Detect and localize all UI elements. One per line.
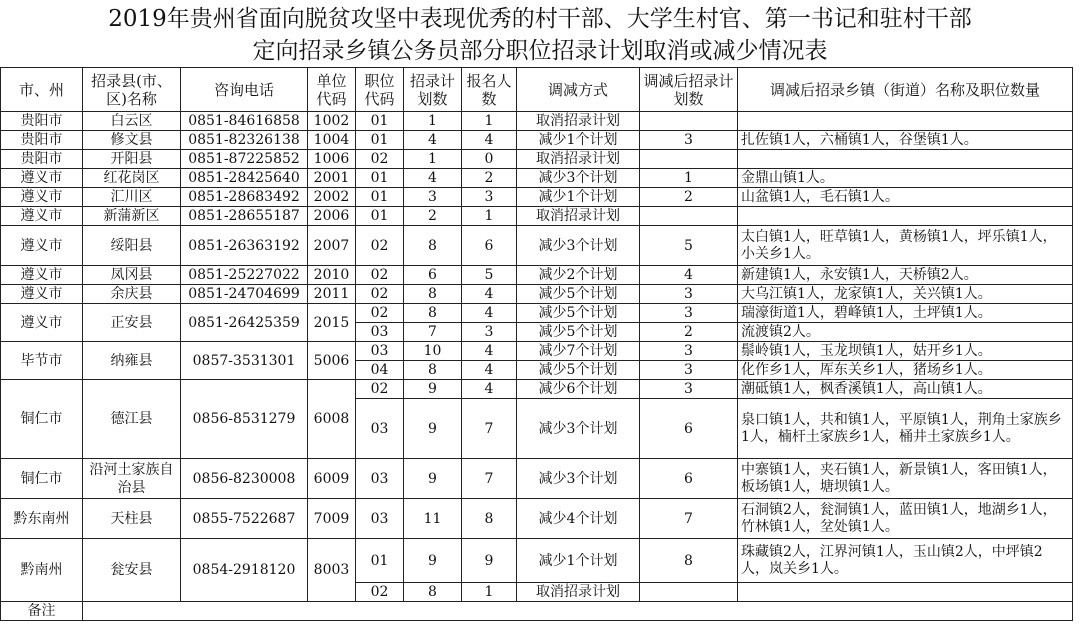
- cell-after: 3: [640, 342, 738, 361]
- table-row: [1, 459, 1073, 499]
- cell-county: 天柱县: [83, 499, 181, 539]
- cell-after: 3: [640, 285, 738, 304]
- note-label: 备注: [1, 602, 83, 621]
- cell-unit: 6008: [308, 380, 356, 459]
- cell-city: 铜仁市: [1, 380, 83, 459]
- cell-after: 6: [640, 459, 738, 499]
- table-row: [1, 304, 1073, 323]
- table-row: [1, 539, 1073, 583]
- cell-pos: 02: [356, 226, 404, 266]
- cell-mode: 减少3个计划: [517, 399, 640, 459]
- cell-mode: 减少3个计划: [517, 459, 640, 499]
- cell-city: 贵阳市: [1, 131, 83, 150]
- cell-county: 绥阳县: [83, 226, 181, 266]
- cell-qty: [738, 207, 1073, 226]
- cell-qty: [738, 112, 1073, 131]
- cell-county: 沿河土家族自治县: [83, 459, 181, 499]
- cell-after: 3: [640, 380, 738, 399]
- cell-mode: 减少5个计划: [517, 361, 640, 380]
- cell-applicants: 3: [462, 188, 517, 207]
- cell-pos: 01: [356, 207, 404, 226]
- cell-plan: 2: [404, 207, 462, 226]
- cell-plan: 11: [404, 499, 462, 539]
- cell-applicants: 4: [462, 285, 517, 304]
- cell-after: 3: [640, 131, 738, 150]
- cell-applicants: 6: [462, 226, 517, 266]
- cell-county: 余庆县: [83, 285, 181, 304]
- cell-plan: 8: [404, 583, 462, 602]
- cell-unit: 2006: [308, 207, 356, 226]
- table-row: [1, 169, 1073, 188]
- note-row: [1, 602, 1073, 621]
- cell-applicants: 5: [462, 266, 517, 285]
- cell-phone: 0851-82326138: [181, 131, 308, 150]
- cell-phone: 0851-26425359: [181, 304, 308, 342]
- cell-county: 德江县: [83, 380, 181, 459]
- table-row: [1, 285, 1073, 304]
- cell-mode: 减少2个计划: [517, 266, 640, 285]
- cell-county: 汇川区: [83, 188, 181, 207]
- cell-qty: 中寨镇1人，夹石镇1人，新景镇1人，客田镇1人，板场镇1人，塘坝镇1人。: [738, 459, 1073, 499]
- cell-unit: 6009: [308, 459, 356, 499]
- cell-city: 遵义市: [1, 226, 83, 266]
- cell-plan: 9: [404, 539, 462, 583]
- cell-plan: 3: [404, 188, 462, 207]
- cell-unit: 2010: [308, 266, 356, 285]
- cell-mode: 减少3个计划: [517, 169, 640, 188]
- cell-mode: 减少7个计划: [517, 342, 640, 361]
- table-row: [1, 266, 1073, 285]
- cell-unit: 2011: [308, 285, 356, 304]
- cell-applicants: 1: [462, 112, 517, 131]
- cell-unit: 2002: [308, 188, 356, 207]
- cell-pos: 03: [356, 323, 404, 342]
- cell-county: 开阳县: [83, 150, 181, 169]
- cell-pos: 02: [356, 304, 404, 323]
- cell-qty: 太白镇1人，旺草镇1人，黄杨镇1人，坪乐镇1人，小关乡1人。: [738, 226, 1073, 266]
- cell-applicants: 1: [462, 207, 517, 226]
- cell-city: 毕节市: [1, 342, 83, 380]
- cell-city: 贵阳市: [1, 112, 83, 131]
- table-title-line2: 定向招录乡镇公务员部分职位招录计划取消或减少情况表: [252, 38, 828, 64]
- cell-qty: 石洞镇2人，瓮洞镇1人，蓝田镇1人，地湖乡1人，竹林镇1人，坌处镇1人。: [738, 499, 1073, 539]
- cell-city: 黔南州: [1, 539, 83, 602]
- cell-mode: 取消招录计划: [517, 150, 640, 169]
- cell-phone: 0851-24704699: [181, 285, 308, 304]
- cell-mode: 减少5个计划: [517, 304, 640, 323]
- cell-qty: 金鼎山镇1人。: [738, 169, 1073, 188]
- cell-plan: 4: [404, 131, 462, 150]
- cell-qty: 山盆镇1人，毛石镇1人。: [738, 188, 1073, 207]
- cell-plan: 6: [404, 266, 462, 285]
- cell-applicants: 8: [462, 499, 517, 539]
- cell-phone: 0851-28425640: [181, 169, 308, 188]
- cell-pos: 03: [356, 342, 404, 361]
- header-unit-code: 单位代码: [308, 68, 356, 112]
- cell-qty: 鬃岭镇1人，玉龙坝镇1人，姑开乡1人。: [738, 342, 1073, 361]
- cell-unit: 2015: [308, 304, 356, 342]
- cell-county: 红花岗区: [83, 169, 181, 188]
- cell-after: 2: [640, 323, 738, 342]
- table-row: [1, 207, 1073, 226]
- table-row: [1, 380, 1073, 399]
- cell-mode: 减少6个计划: [517, 380, 640, 399]
- table-row: [1, 499, 1073, 539]
- cell-qty: [738, 583, 1073, 602]
- cell-phone: 0856-8230008: [181, 459, 308, 499]
- table-row: [1, 131, 1073, 150]
- table-row: [1, 112, 1073, 131]
- cell-plan: 4: [404, 169, 462, 188]
- cell-after: 5: [640, 226, 738, 266]
- cell-phone: 0851-28655187: [181, 207, 308, 226]
- cell-city: 黔东南州: [1, 499, 83, 539]
- cell-after: 3: [640, 361, 738, 380]
- cell-after: [640, 150, 738, 169]
- cell-applicants: 4: [462, 380, 517, 399]
- cell-after: 7: [640, 499, 738, 539]
- cell-city: 遵义市: [1, 188, 83, 207]
- cell-phone: 0851-26363192: [181, 226, 308, 266]
- cell-pos: 01: [356, 112, 404, 131]
- cell-city: 遵义市: [1, 285, 83, 304]
- header-reduction-mode: 调减方式: [517, 68, 640, 112]
- cell-qty: 扎佐镇1人，六桶镇1人，谷堡镇1人。: [738, 131, 1073, 150]
- cell-county: 新蒲新区: [83, 207, 181, 226]
- cell-pos: 01: [356, 188, 404, 207]
- cell-plan: 9: [404, 459, 462, 499]
- header-position-code: 职位代码: [356, 68, 404, 112]
- cell-qty: 大乌江镇1人，龙家镇1人，关兴镇1人。: [738, 285, 1073, 304]
- cell-pos: 03: [356, 399, 404, 459]
- cell-applicants: 4: [462, 131, 517, 150]
- cell-applicants: 4: [462, 342, 517, 361]
- cell-pos: 02: [356, 583, 404, 602]
- cell-mode: 减少3个计划: [517, 226, 640, 266]
- cell-unit: 7009: [308, 499, 356, 539]
- table-row: [1, 342, 1073, 361]
- cell-qty: 化作乡1人，厍东关乡1人，猪场乡1人。: [738, 361, 1073, 380]
- cell-mode: 减少4个计划: [517, 499, 640, 539]
- cell-plan: 8: [404, 226, 462, 266]
- cell-after: 8: [640, 539, 738, 583]
- table-row: [1, 188, 1073, 207]
- header-plan-after: 调减后招录计划数: [640, 68, 738, 112]
- header-township-quantity: 调减后招录乡镇（街道）名称及职位数量: [738, 68, 1073, 112]
- cell-plan: 1: [404, 150, 462, 169]
- cell-pos: 02: [356, 285, 404, 304]
- cell-mode: 减少1个计划: [517, 131, 640, 150]
- cell-pos: 01: [356, 169, 404, 188]
- cell-applicants: 4: [462, 361, 517, 380]
- header-applicants: 报名人数: [462, 68, 517, 112]
- note-content: [83, 602, 1073, 621]
- cell-county: 正安县: [83, 304, 181, 342]
- cell-mode: 减少5个计划: [517, 285, 640, 304]
- cell-pos: 01: [356, 131, 404, 150]
- cell-unit: 1004: [308, 131, 356, 150]
- cell-after: [640, 207, 738, 226]
- cell-qty: 新建镇1人，永安镇1人，天桥镇2人。: [738, 266, 1073, 285]
- cell-unit: 1002: [308, 112, 356, 131]
- cell-applicants: 1: [462, 583, 517, 602]
- cell-unit: 1006: [308, 150, 356, 169]
- cell-pos: 02: [356, 380, 404, 399]
- header-county: 招录县(市、区)名称: [83, 68, 181, 112]
- cell-plan: 7: [404, 323, 462, 342]
- cell-county: 修文县: [83, 131, 181, 150]
- cell-phone: 0856-8531279: [181, 380, 308, 459]
- cell-applicants: 4: [462, 304, 517, 323]
- cell-applicants: 0: [462, 150, 517, 169]
- cell-city: 遵义市: [1, 304, 83, 342]
- cell-qty: 瑞濠街道1人，碧峰镇1人，土坪镇1人。: [738, 304, 1073, 323]
- cell-phone: 0855-7522687: [181, 499, 308, 539]
- cell-applicants: 9: [462, 539, 517, 583]
- cell-plan: 1: [404, 112, 462, 131]
- header-phone: 咨询电话: [181, 68, 308, 112]
- cell-city: 遵义市: [1, 207, 83, 226]
- cell-pos: 01: [356, 539, 404, 583]
- cell-applicants: 3: [462, 323, 517, 342]
- cell-applicants: 7: [462, 459, 517, 499]
- table-row: [1, 226, 1073, 266]
- cell-city: 遵义市: [1, 169, 83, 188]
- cell-pos: 03: [356, 459, 404, 499]
- cell-plan: 8: [404, 304, 462, 323]
- cell-pos: 03: [356, 499, 404, 539]
- cell-phone: 0857-3531301: [181, 342, 308, 380]
- cell-unit: 5006: [308, 342, 356, 380]
- cell-after: 3: [640, 304, 738, 323]
- cell-pos: 02: [356, 266, 404, 285]
- cell-county: 纳雍县: [83, 342, 181, 380]
- cell-qty: 潮砥镇1人，枫香溪镇1人，高山镇1人。: [738, 380, 1073, 399]
- cell-county: 白云区: [83, 112, 181, 131]
- table-row: [1, 150, 1073, 169]
- cell-after: 1: [640, 169, 738, 188]
- cell-pos: 04: [356, 361, 404, 380]
- cell-phone: 0851-84616858: [181, 112, 308, 131]
- cell-after: 6: [640, 399, 738, 459]
- cell-mode: 取消招录计划: [517, 112, 640, 131]
- cell-plan: 9: [404, 399, 462, 459]
- cell-qty: 珠藏镇2人，江界河镇1人，玉山镇2人，中坪镇2人，岚关乡1人。: [738, 539, 1073, 583]
- cell-phone: 0851-28683492: [181, 188, 308, 207]
- cell-unit: 2007: [308, 226, 356, 266]
- header-plan: 招录计划数: [404, 68, 462, 112]
- cell-city: 遵义市: [1, 266, 83, 285]
- cell-mode: 减少5个计划: [517, 323, 640, 342]
- cell-unit: 8003: [308, 539, 356, 602]
- cell-plan: 9: [404, 380, 462, 399]
- cell-city: 铜仁市: [1, 459, 83, 499]
- cell-mode: 取消招录计划: [517, 207, 640, 226]
- cell-qty: [738, 150, 1073, 169]
- cell-plan: 10: [404, 342, 462, 361]
- cell-county: 瓮安县: [83, 539, 181, 602]
- cell-plan: 8: [404, 361, 462, 380]
- recruitment-table: [0, 67, 1073, 621]
- cell-applicants: 2: [462, 169, 517, 188]
- cell-mode: 减少1个计划: [517, 188, 640, 207]
- header-city: 市、州: [1, 68, 83, 112]
- cell-mode: 减少1个计划: [517, 539, 640, 583]
- cell-county: 凤冈县: [83, 266, 181, 285]
- cell-phone: 0851-87225852: [181, 150, 308, 169]
- cell-phone: 0854-2918120: [181, 539, 308, 602]
- cell-qty: 泉口镇1人，共和镇1人，平原镇1人，荆角土家族乡1人，楠杆土家族乡1人，桶井土家族乡1人。: [738, 399, 1073, 459]
- cell-unit: 2001: [308, 169, 356, 188]
- cell-city: 贵阳市: [1, 150, 83, 169]
- cell-phone: 0851-25227022: [181, 266, 308, 285]
- cell-after: 4: [640, 266, 738, 285]
- cell-after: [640, 583, 738, 602]
- cell-pos: 02: [356, 150, 404, 169]
- cell-after: [640, 112, 738, 131]
- cell-applicants: 7: [462, 399, 517, 459]
- cell-plan: 8: [404, 285, 462, 304]
- cell-qty: 流渡镇2人。: [738, 323, 1073, 342]
- cell-after: 2: [640, 188, 738, 207]
- cell-mode: 取消招录计划: [517, 583, 640, 602]
- table-title-line1: 2019年贵州省面向脱贫攻坚中表现优秀的村干部、大学生村官、第一书记和驻村干部: [108, 6, 972, 32]
